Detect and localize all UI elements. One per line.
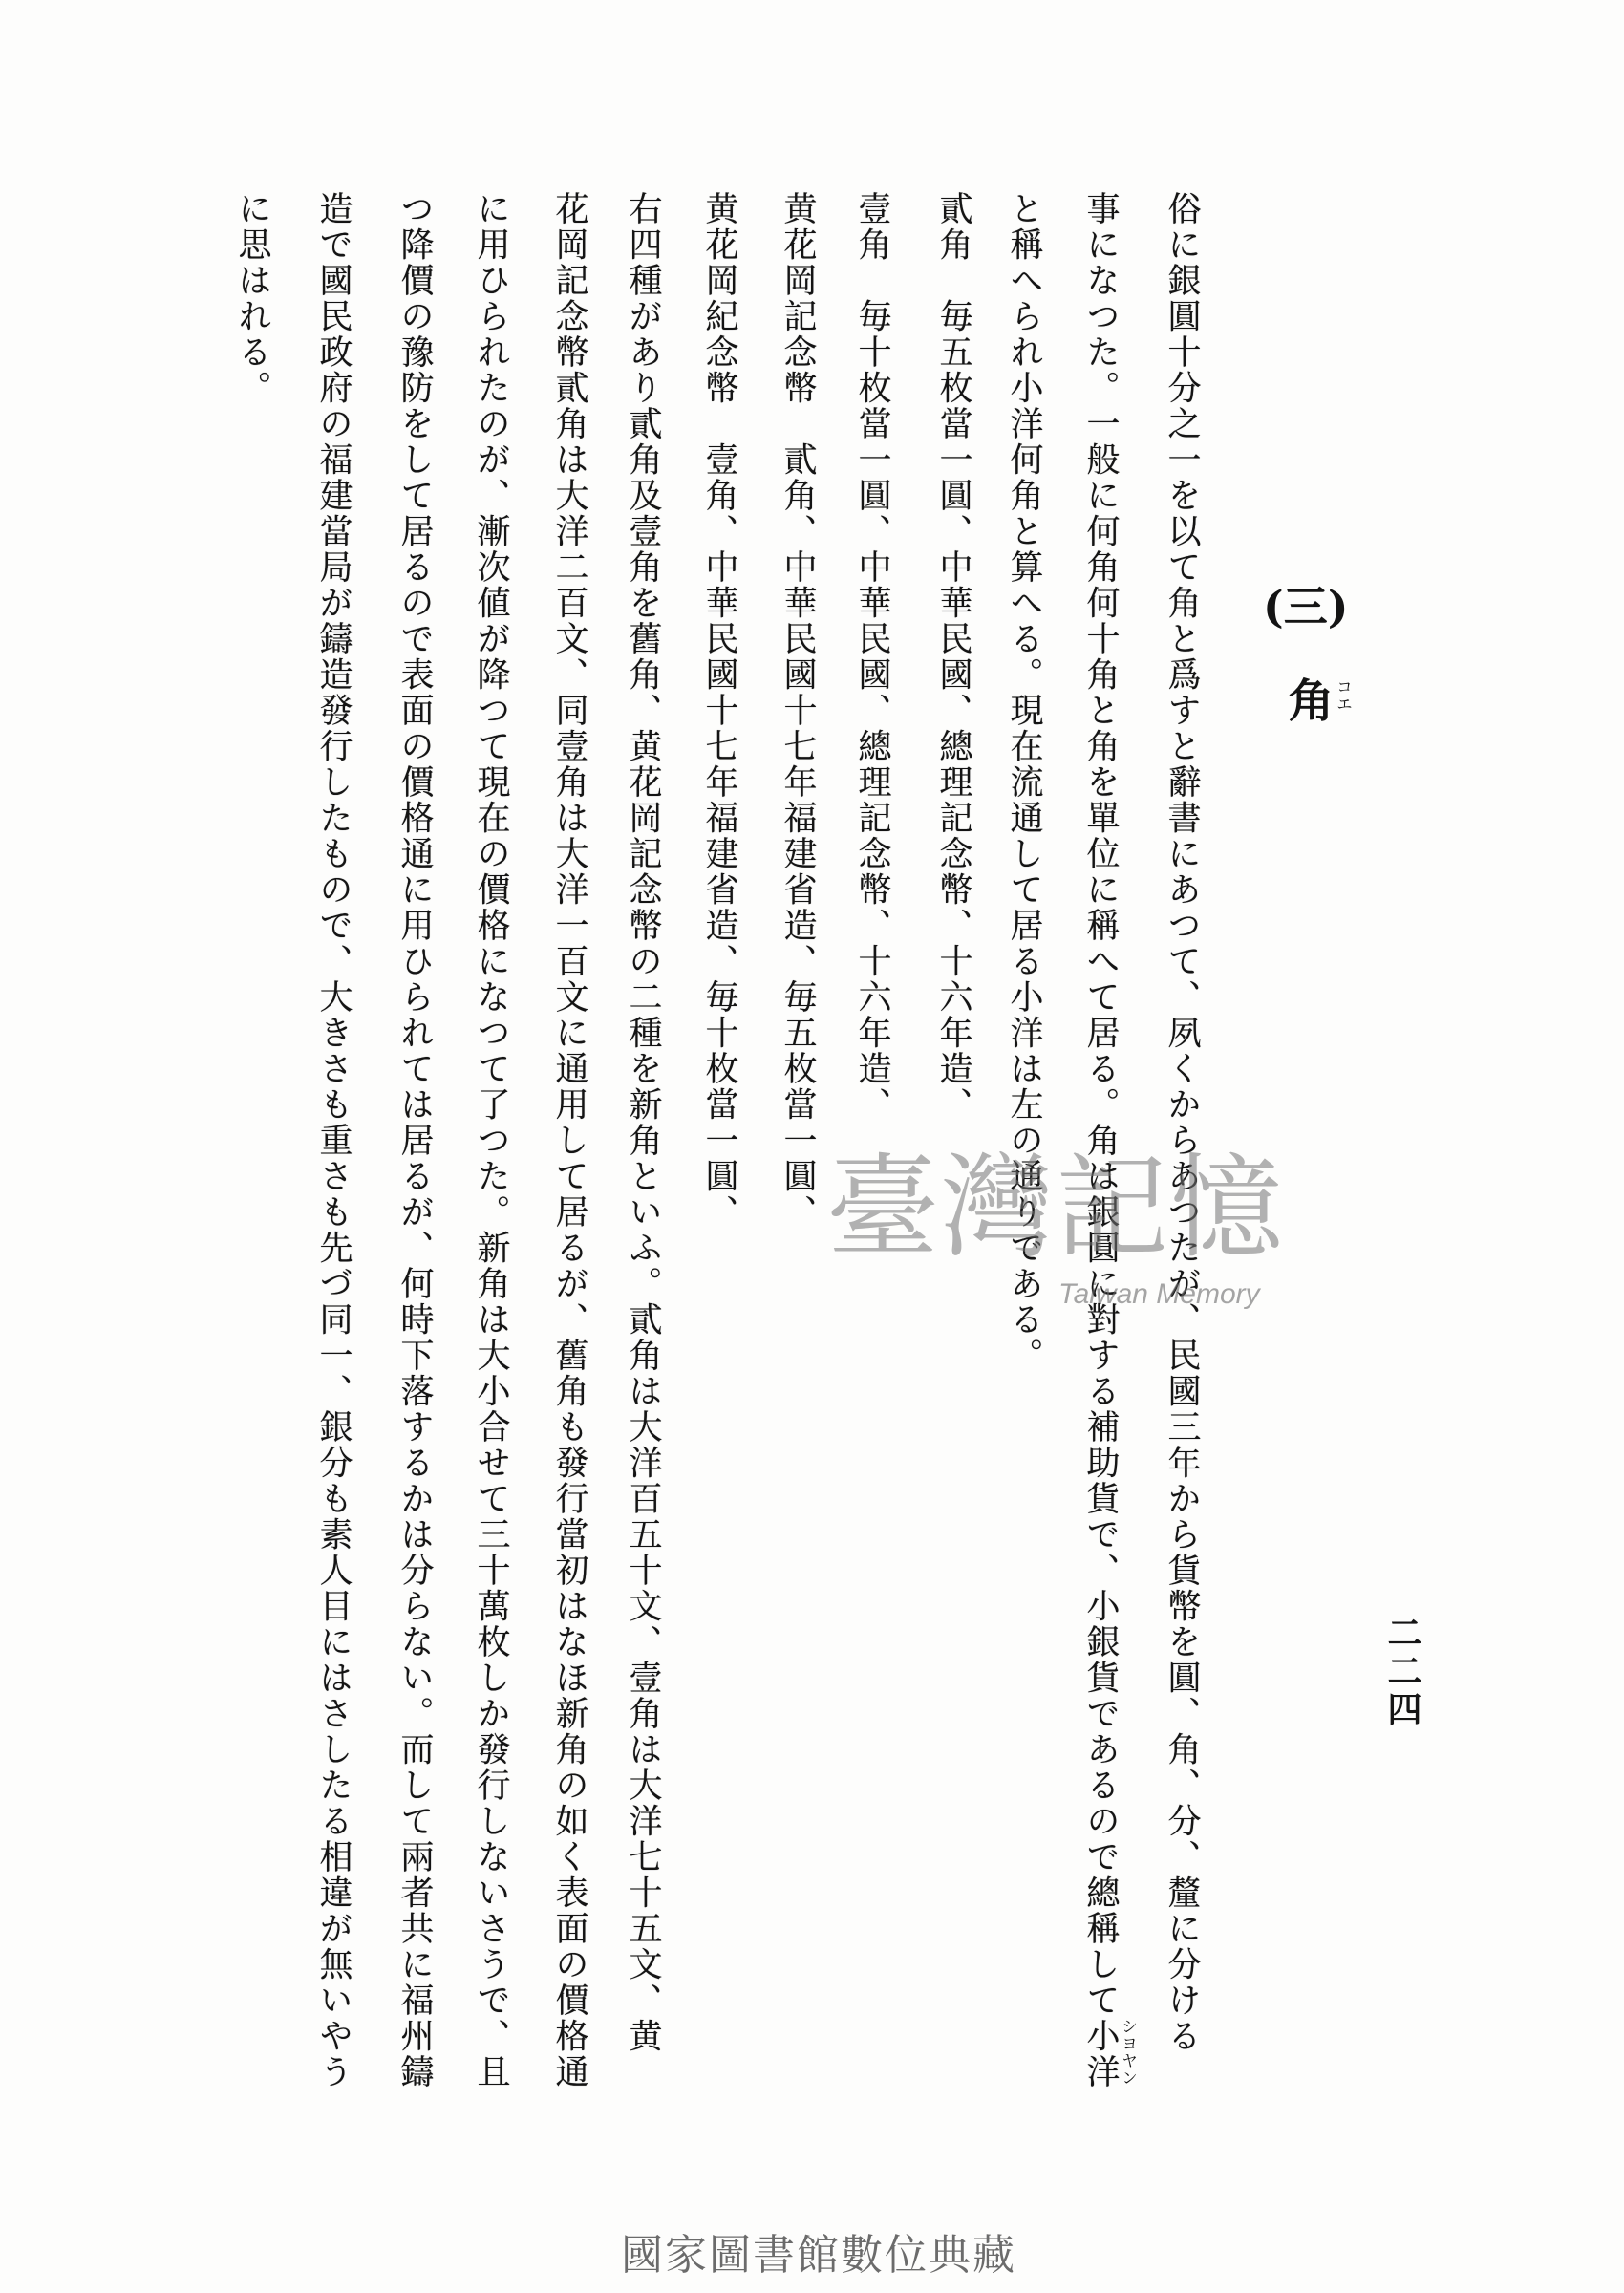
text-column-4: 貳角 毎五枚當一圓、中華民國、總理記念幣、十六年造、: [934, 191, 972, 1123]
text-column-3: と稱へられ小洋何角と算へる。現在流通して居る小洋は左の通りである。: [1005, 191, 1043, 1374]
watermark-subtext: Taiwan Memory: [1058, 1278, 1260, 1310]
ruby-annotation: シヨヤン: [1118, 2018, 1137, 2087]
watermark-logo: 臺灣記憶: [826, 1142, 1286, 1274]
text-column-6: 黄花岡記念幣 貳角、中華民國十七年福建省造、毎五枚當一圓、: [779, 191, 817, 1231]
text-column-10: に用ひられたのが、漸次値が降つて現在の價格になつて了つた。新角は大小合せて三十萬枚しか發行しないさうで、且: [472, 191, 510, 2090]
text-column-1: 俗に銀圓十分之一を以て角と爲すと辭書にあつて、夙くからあつたが、民國三年から貨幣を圓、角、分、釐に分ける: [1163, 191, 1201, 2054]
text-column-11: つ降價の豫防をして居るので表面の價格通に用ひられては居るが、何時下落するかは分らない。而して兩者共に福州鑄: [395, 191, 434, 2090]
section-title-ruby: コエ: [1333, 678, 1352, 713]
text-column-5: 壹角 毎十枚當一圓、中華民國、總理記念幣、十六年造、: [853, 191, 891, 1123]
section-number: (三): [1263, 581, 1349, 632]
section-title: 角: [1280, 676, 1334, 722]
text-column-7: 黄花岡紀念幣 壹角、中華民國十七年福建省造、毎十枚當一圓、: [700, 191, 738, 1231]
text-column-2: 事になつた。一般に何角何十角と角を單位に稱へて居る。角は銀圓に對する補助貨で、小銀貨であるので總稱して小洋: [1081, 191, 1120, 2090]
collection-footer: 國家圖書館數位典藏: [621, 2231, 1016, 2280]
page-number: 二二四: [1382, 1615, 1422, 1729]
text-column-9: 花岡記念幣貳角は大洋二百文、同壹角は大洋一百文に通用して居るが、舊角も發行當初はなほ新角の如く表面の價格通: [550, 191, 588, 2090]
text-column-12: 造で國民政府の福建當局が鑄造發行したもので、大きさも重さも先づ同一、銀分も素人目にはさしたる相違が無いやう: [314, 191, 353, 2090]
text-column-8: 右四種があり貳角及壹角を舊角、黄花岡記念幣の二種を新角といふ。貳角は大洋百五十文、壹角は大洋七十五文、黄: [624, 191, 662, 2054]
text-column-13: に思はれる。: [233, 191, 271, 406]
